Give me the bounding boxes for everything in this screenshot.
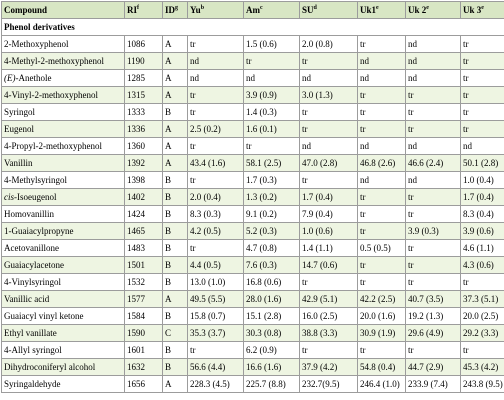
uk2-cell: tr bbox=[406, 189, 461, 206]
compound-name: Guaiacyl vinyl ketone bbox=[4, 310, 84, 321]
compound-cell bbox=[2, 376, 125, 393]
id-cell: B bbox=[163, 257, 188, 274]
compound-cell bbox=[2, 359, 125, 376]
id-cell: A bbox=[163, 70, 188, 87]
header-row bbox=[2, 2, 504, 19]
uk3-cell: 20.0 (2.5) bbox=[461, 308, 504, 325]
compound-name: Vanillin bbox=[4, 157, 33, 168]
uk1-cell: nd bbox=[358, 172, 406, 189]
id-cell: C bbox=[163, 325, 188, 342]
compound-prefix: (E) bbox=[4, 72, 16, 83]
yu-cell: 4.2 (0.5) bbox=[188, 223, 244, 240]
uk1-cell: tr bbox=[358, 36, 406, 53]
ri-cell: 1532 bbox=[125, 274, 163, 291]
uk3-cell: tr bbox=[461, 104, 504, 121]
compound-cell bbox=[2, 172, 125, 189]
yu-cell: tr bbox=[188, 104, 244, 121]
compound-cell bbox=[2, 155, 125, 172]
uk3-cell: tr bbox=[461, 121, 504, 138]
phenol-derivatives-table bbox=[1, 1, 504, 393]
table-row bbox=[2, 325, 504, 342]
id-cell: A bbox=[163, 53, 188, 70]
compound-cell bbox=[2, 206, 125, 223]
su-cell: 2.0 (0.8) bbox=[300, 36, 358, 53]
am-cell: tr bbox=[244, 138, 300, 155]
am-cell: tr bbox=[244, 53, 300, 70]
table-row bbox=[2, 87, 504, 104]
am-cell: 15.1 (2.8) bbox=[244, 308, 300, 325]
uk2-cell: tr bbox=[406, 274, 461, 291]
ri-cell: 1601 bbox=[125, 342, 163, 359]
compound-name: Syringol bbox=[4, 106, 36, 117]
compound-cell bbox=[2, 325, 125, 342]
ri-cell: 1632 bbox=[125, 359, 163, 376]
compound-cell bbox=[2, 121, 125, 138]
uk2-cell: tr bbox=[406, 206, 461, 223]
uk3-cell: tr bbox=[461, 36, 504, 53]
header-yu: Yu$^b$ bbox=[188, 2, 244, 19]
am-cell: 1.3 (0.2) bbox=[244, 189, 300, 206]
compound-cell bbox=[2, 240, 125, 257]
id-cell: A bbox=[163, 138, 188, 155]
am-cell: 30.3 (0.8) bbox=[244, 325, 300, 342]
ri-cell: 1402 bbox=[125, 189, 163, 206]
uk2-cell: nd bbox=[406, 36, 461, 53]
table-row bbox=[2, 240, 504, 257]
yu-cell: 56.6 (4.4) bbox=[188, 359, 244, 376]
su-cell: tr bbox=[300, 342, 358, 359]
table-container bbox=[1, 1, 502, 393]
yu-cell: 13.0 (1.0) bbox=[188, 274, 244, 291]
compound-name: Ethyl vanillate bbox=[4, 327, 57, 338]
table-row bbox=[2, 342, 504, 359]
uk3-cell: tr bbox=[461, 274, 504, 291]
compound-name: Dihydroconiferyl alcohol bbox=[4, 361, 96, 372]
table-row bbox=[2, 36, 504, 53]
uk2-cell: 46.6 (2.4) bbox=[406, 155, 461, 172]
uk1-cell: tr bbox=[358, 189, 406, 206]
su-cell: 47.0 (2.8) bbox=[300, 155, 358, 172]
compound-cell bbox=[2, 342, 125, 359]
uk1-cell: tr bbox=[358, 121, 406, 138]
uk1-cell: tr bbox=[358, 87, 406, 104]
table-row bbox=[2, 155, 504, 172]
compound-name: Vanillic acid bbox=[4, 293, 50, 304]
table-row bbox=[2, 308, 504, 325]
su-cell: tr bbox=[300, 53, 358, 70]
yu-cell: 8.3 (0.3) bbox=[188, 206, 244, 223]
uk2-cell: 40.7 (3.5) bbox=[406, 291, 461, 308]
uk2-cell: 233.9 (7.4) bbox=[406, 376, 461, 393]
yu-cell: tr bbox=[188, 240, 244, 257]
id-cell: A bbox=[163, 376, 188, 393]
uk1-cell: tr bbox=[358, 257, 406, 274]
ri-cell: 1360 bbox=[125, 138, 163, 155]
su-cell: 1.0 (0.6) bbox=[300, 223, 358, 240]
ri-cell: 1501 bbox=[125, 257, 163, 274]
table-row bbox=[2, 138, 504, 155]
id-cell: B bbox=[163, 342, 188, 359]
uk1-cell: 30.9 (1.9) bbox=[358, 325, 406, 342]
yu-cell: nd bbox=[188, 70, 244, 87]
uk3-cell: 29.2 (3.3) bbox=[461, 325, 504, 342]
su-cell: 16.0 (2.5) bbox=[300, 308, 358, 325]
ri-cell: 1656 bbox=[125, 376, 163, 393]
uk1-cell: 46.8 (2.6) bbox=[358, 155, 406, 172]
compound-name: 1-Guaiacylpropyne bbox=[4, 225, 74, 236]
am-cell: nd bbox=[244, 70, 300, 87]
ri-cell: 1086 bbox=[125, 36, 163, 53]
uk1-cell: 42.2 (2.5) bbox=[358, 291, 406, 308]
am-cell: 9.1 (0.2) bbox=[244, 206, 300, 223]
su-cell: tr bbox=[300, 121, 358, 138]
ri-cell: 1424 bbox=[125, 206, 163, 223]
compound-name: 4-Methylsyringol bbox=[4, 174, 67, 185]
su-cell: 14.7 (0.6) bbox=[300, 257, 358, 274]
compound-cell bbox=[2, 223, 125, 240]
table-row bbox=[2, 53, 504, 70]
am-cell: 16.6 (1.6) bbox=[244, 359, 300, 376]
compound-cell bbox=[2, 189, 125, 206]
uk1-cell: nd bbox=[358, 70, 406, 87]
su-cell: 42.9 (5.1) bbox=[300, 291, 358, 308]
am-cell: 225.7 (8.8) bbox=[244, 376, 300, 393]
su-cell: nd bbox=[300, 138, 358, 155]
am-cell: 3.9 (0.9) bbox=[244, 87, 300, 104]
su-cell: 7.9 (0.4) bbox=[300, 206, 358, 223]
uk2-cell: nd bbox=[406, 53, 461, 70]
uk1-cell: 0.5 (0.5) bbox=[358, 240, 406, 257]
am-cell: 58.1 (2.5) bbox=[244, 155, 300, 172]
am-cell: 1.5 (0.6) bbox=[244, 36, 300, 53]
yu-cell: 49.5 (5.5) bbox=[188, 291, 244, 308]
compound-cell bbox=[2, 104, 125, 121]
uk2-cell: nd bbox=[406, 138, 461, 155]
am-cell: 28.0 (1.6) bbox=[244, 291, 300, 308]
uk2-cell: 19.2 (1.3) bbox=[406, 308, 461, 325]
su-cell: 38.8 (3.3) bbox=[300, 325, 358, 342]
id-cell: A bbox=[163, 36, 188, 53]
header-am: Am$^c$ bbox=[244, 2, 300, 19]
compound-prefix: cis bbox=[4, 191, 14, 202]
uk3-cell: 4.6 (1.1) bbox=[461, 240, 504, 257]
uk2-cell: nd bbox=[406, 172, 461, 189]
uk1-cell: tr bbox=[358, 223, 406, 240]
yu-cell: 35.3 (3.7) bbox=[188, 325, 244, 342]
su-cell: 1.4 (1.1) bbox=[300, 240, 358, 257]
compound-name: Acetovanillone bbox=[4, 242, 59, 253]
uk3-cell: 45.3 (4.2) bbox=[461, 359, 504, 376]
uk2-cell: tr bbox=[406, 87, 461, 104]
yu-cell: 228.3 (4.5) bbox=[188, 376, 244, 393]
compound-cell bbox=[2, 53, 125, 70]
uk2-cell: tr bbox=[406, 121, 461, 138]
table-row bbox=[2, 189, 504, 206]
table-row bbox=[2, 376, 504, 393]
id-cell: B bbox=[163, 223, 188, 240]
uk1-cell: 246.4 (1.0) bbox=[358, 376, 406, 393]
yu-cell: 43.4 (1.6) bbox=[188, 155, 244, 172]
id-cell: A bbox=[163, 87, 188, 104]
am-cell: 16.8 (0.6) bbox=[244, 274, 300, 291]
su-cell: 232.7(9.5) bbox=[300, 376, 358, 393]
yu-cell: tr bbox=[188, 36, 244, 53]
su-cell: 3.0 (1.3) bbox=[300, 87, 358, 104]
compound-name: Guaiacylacetone bbox=[4, 259, 64, 270]
table-row bbox=[2, 257, 504, 274]
yu-cell: 2.5 (0.2) bbox=[188, 121, 244, 138]
header-uk1: Uk1e bbox=[358, 2, 406, 19]
uk1-cell: nd bbox=[358, 53, 406, 70]
yu-cell: tr bbox=[188, 138, 244, 155]
ri-cell: 1285 bbox=[125, 70, 163, 87]
su-cell: tr bbox=[300, 172, 358, 189]
yu-cell: 15.8 (0.7) bbox=[188, 308, 244, 325]
uk3-cell: 3.9 (0.6) bbox=[461, 223, 504, 240]
table-row bbox=[2, 274, 504, 291]
am-cell: 5.2 (0.3) bbox=[244, 223, 300, 240]
uk2-cell: tr bbox=[406, 240, 461, 257]
am-cell: 7.6 (0.3) bbox=[244, 257, 300, 274]
compound-cell bbox=[2, 308, 125, 325]
section-row bbox=[2, 19, 504, 36]
compound-cell bbox=[2, 138, 125, 155]
uk3-cell: tr bbox=[461, 342, 504, 359]
uk3-cell: 1.7 (0.4) bbox=[461, 189, 504, 206]
ri-cell: 1336 bbox=[125, 121, 163, 138]
id-cell: B bbox=[163, 189, 188, 206]
uk3-cell: 1.0 (0.4) bbox=[461, 172, 504, 189]
compound-name: 4-Allyl syringol bbox=[4, 344, 62, 355]
header-id: $ID^g$ bbox=[163, 2, 188, 19]
compound-cell bbox=[2, 291, 125, 308]
ri-cell: 1577 bbox=[125, 291, 163, 308]
uk1-cell: tr bbox=[358, 274, 406, 291]
ri-cell: 1190 bbox=[125, 53, 163, 70]
id-cell: B bbox=[163, 206, 188, 223]
uk3-cell: 4.3 (0.6) bbox=[461, 257, 504, 274]
header-compound: Compound bbox=[2, 2, 125, 19]
yu-cell: 4.4 (0.5) bbox=[188, 257, 244, 274]
table-row bbox=[2, 104, 504, 121]
uk3-cell: nd bbox=[461, 138, 504, 155]
su-cell: tr bbox=[300, 104, 358, 121]
yu-cell: nd bbox=[188, 53, 244, 70]
uk3-cell: tr bbox=[461, 53, 504, 70]
uk1-cell: tr bbox=[358, 104, 406, 121]
ri-cell: 1465 bbox=[125, 223, 163, 240]
uk1-cell: tr bbox=[358, 342, 406, 359]
header-uk3: Uk 3e bbox=[461, 2, 504, 19]
compound-cell bbox=[2, 70, 125, 87]
compound-cell bbox=[2, 257, 125, 274]
uk3-cell: 8.3 (0.4) bbox=[461, 206, 504, 223]
header-su: $SU^d$ bbox=[300, 2, 358, 19]
uk3-cell: 243.8 (9.5) bbox=[461, 376, 504, 393]
ri-cell: 1398 bbox=[125, 172, 163, 189]
compound-name: Eugenol bbox=[4, 123, 34, 134]
id-cell: A bbox=[163, 291, 188, 308]
am-cell: 1.6 (0.1) bbox=[244, 121, 300, 138]
uk1-cell: 54.8 (0.4) bbox=[358, 359, 406, 376]
compound-name: 4-Methyl-2-methoxyphenol bbox=[4, 55, 104, 66]
table-row bbox=[2, 70, 504, 87]
compound-name: -Anethole bbox=[15, 72, 52, 83]
table-row bbox=[2, 172, 504, 189]
uk2-cell: tr bbox=[406, 104, 461, 121]
uk2-cell: 3.9 (0.3) bbox=[406, 223, 461, 240]
uk2-cell: tr bbox=[406, 342, 461, 359]
yu-cell: tr bbox=[188, 87, 244, 104]
compound-cell bbox=[2, 36, 125, 53]
ri-cell: 1392 bbox=[125, 155, 163, 172]
uk2-cell: 29.6 (4.9) bbox=[406, 325, 461, 342]
uk3-cell: 50.1 (2.8) bbox=[461, 155, 504, 172]
header-uk2: Uk 2e bbox=[406, 2, 461, 19]
compound-cell bbox=[2, 274, 125, 291]
table-row bbox=[2, 223, 504, 240]
am-cell: 6.2 (0.9) bbox=[244, 342, 300, 359]
uk1-cell: tr bbox=[358, 206, 406, 223]
uk2-cell: tr bbox=[406, 257, 461, 274]
compound-name: 4-Vinyl-2-methoxyphenol bbox=[4, 89, 98, 100]
uk1-cell: 20.0 (1.6) bbox=[358, 308, 406, 325]
compound-name: -Isoeugenol bbox=[14, 191, 57, 202]
id-cell: B bbox=[163, 274, 188, 291]
section-label: Phenol derivatives bbox=[2, 19, 504, 36]
uk3-cell: 37.3 (5.1) bbox=[461, 291, 504, 308]
am-cell: 1.4 (0.3) bbox=[244, 104, 300, 121]
su-cell: tr bbox=[300, 274, 358, 291]
id-cell: A bbox=[163, 155, 188, 172]
id-cell: B bbox=[163, 240, 188, 257]
ri-cell: 1584 bbox=[125, 308, 163, 325]
compound-name: 4-Propyl-2-methoxyphenol bbox=[4, 140, 102, 151]
uk3-cell: tr bbox=[461, 87, 504, 104]
id-cell: B bbox=[163, 308, 188, 325]
yu-cell: 2.0 (0.4) bbox=[188, 189, 244, 206]
su-cell: 37.9 (4.2) bbox=[300, 359, 358, 376]
ri-cell: 1590 bbox=[125, 325, 163, 342]
compound-name: 2-Methoxyphenol bbox=[4, 38, 69, 49]
uk1-cell: nd bbox=[358, 138, 406, 155]
id-cell: A bbox=[163, 121, 188, 138]
table-row bbox=[2, 291, 504, 308]
uk3-cell: tr bbox=[461, 70, 504, 87]
id-cell: B bbox=[163, 359, 188, 376]
table-row bbox=[2, 359, 504, 376]
table-row bbox=[2, 121, 504, 138]
compound-name: Syringaldehyde bbox=[4, 378, 61, 389]
uk2-cell: 44.7 (2.9) bbox=[406, 359, 461, 376]
uk2-cell: nd bbox=[406, 70, 461, 87]
yu-cell: tr bbox=[188, 342, 244, 359]
compound-name: 4-Vinylsyringol bbox=[4, 276, 61, 287]
am-cell: 4.7 (0.8) bbox=[244, 240, 300, 257]
id-cell: B bbox=[163, 172, 188, 189]
ri-cell: 1315 bbox=[125, 87, 163, 104]
table-row bbox=[2, 206, 504, 223]
am-cell: 1.7 (0.3) bbox=[244, 172, 300, 189]
compound-name: Homovanillin bbox=[4, 208, 54, 219]
compound-cell bbox=[2, 87, 125, 104]
header-ri: $RI^f$ bbox=[125, 2, 163, 19]
ri-cell: 1483 bbox=[125, 240, 163, 257]
su-cell: nd bbox=[300, 70, 358, 87]
ri-cell: 1333 bbox=[125, 104, 163, 121]
yu-cell: tr bbox=[188, 172, 244, 189]
id-cell: B bbox=[163, 104, 188, 121]
su-cell: 1.7 (0.4) bbox=[300, 189, 358, 206]
